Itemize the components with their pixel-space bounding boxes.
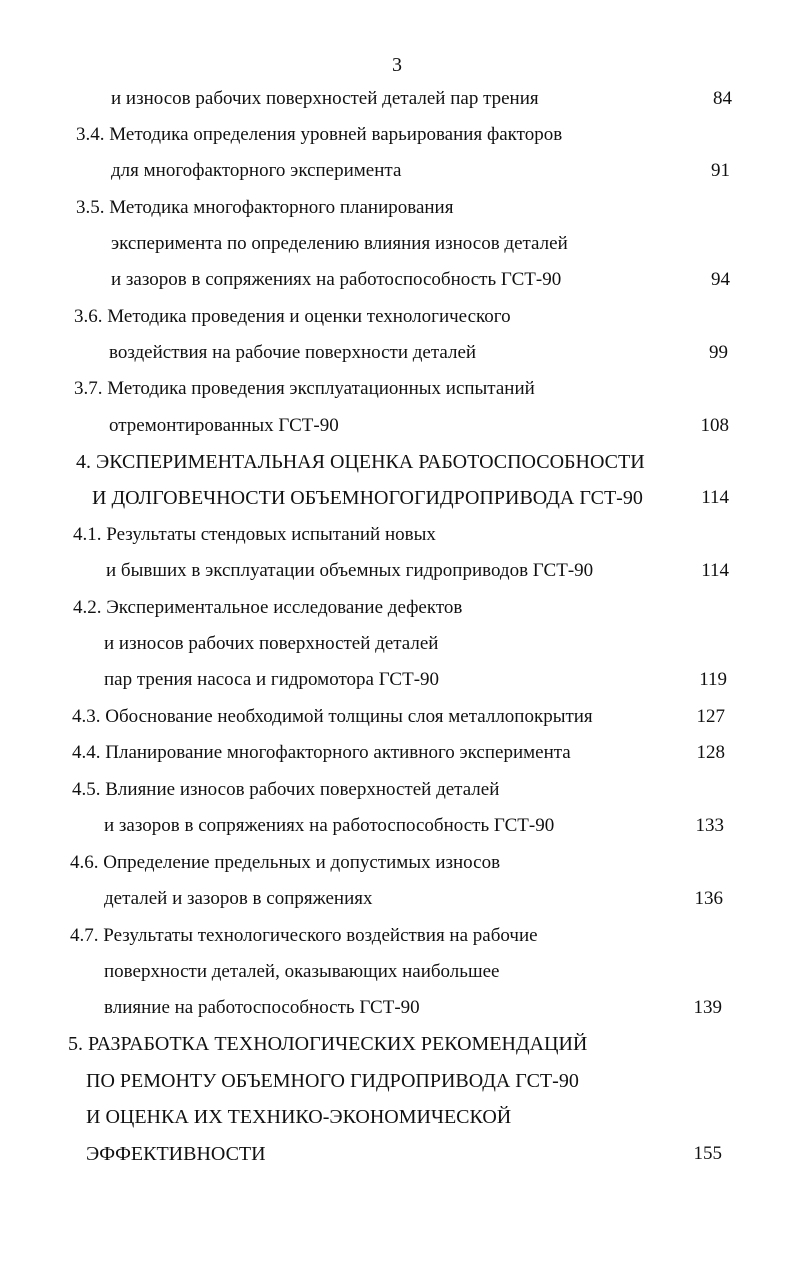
toc-page-number: 139 xyxy=(693,997,722,1018)
toc-line: 3.7. Методика проведения эксплуатационных испытаний xyxy=(74,378,535,399)
toc-line: 3.5. Методика многофакторного планирования xyxy=(76,197,454,218)
toc-line: и бывших в эксплуатации объемных гидроприводов ГСТ-90 xyxy=(106,560,594,581)
toc-line: и зазоров в сопряжениях на работоспособность ГСТ-90 xyxy=(111,269,562,290)
toc-page-number: 91 xyxy=(711,160,730,181)
toc-line: воздействия на рабочие поверхности деталей xyxy=(109,342,477,363)
toc-page-number: 127 xyxy=(696,706,725,727)
toc-line: поверхности деталей, оказывающих наибольшее xyxy=(104,961,500,982)
toc-page-number: 128 xyxy=(696,742,725,763)
toc-line: 4.3. Обоснование необходимой толщины слоя металлопокрытия xyxy=(72,706,593,727)
toc-line: 5. РАЗРАБОТКА ТЕХНОЛОГИЧЕСКИХ РЕКОМЕНДАЦИЙ xyxy=(68,1033,588,1055)
toc-line: 4.7. Результаты технологического воздействия на рабочие xyxy=(70,925,538,946)
toc-line: 4.5. Влияние износов рабочих поверхностей деталей xyxy=(72,779,500,800)
toc-line: влияние на работоспособность ГСТ-90 xyxy=(104,997,420,1018)
toc-line: ПО РЕМОНТУ ОБЪЕМНОГО ГИДРОПРИВОДА ГСТ-90 xyxy=(86,1070,579,1092)
toc-page-number: 136 xyxy=(694,888,723,909)
toc-line: 4.4. Планирование многофакторного активного эксперимента xyxy=(72,742,571,763)
toc-page-number: 155 xyxy=(693,1143,722,1164)
toc-line: и зазоров в сопряжениях на работоспособность ГСТ-90 xyxy=(104,815,555,836)
toc-line: 4. ЭКСПЕРИМЕНТАЛЬНАЯ ОЦЕНКА РАБОТОСПОСОБНОСТИ xyxy=(76,451,645,473)
page-number: 3 xyxy=(392,54,402,76)
toc-line: деталей и зазоров в сопряжениях xyxy=(104,888,373,909)
toc-page-number: 94 xyxy=(711,269,730,290)
toc-line: отремонтированных ГСТ-90 xyxy=(109,415,339,436)
toc-page-number: 114 xyxy=(701,487,729,508)
toc-page-number: 119 xyxy=(699,669,727,690)
toc-line: 4.1. Результаты стендовых испытаний новых xyxy=(73,524,436,545)
toc-line: 4.6. Определение предельных и допустимых износов xyxy=(70,852,501,873)
toc-line: ЭФФЕКТИВНОСТИ xyxy=(86,1143,266,1165)
toc-line: и износов рабочих поверхностей деталей xyxy=(104,633,439,654)
toc-line: И ДОЛГОВЕЧНОСТИ ОБЪЕМНОГОГИДРОПРИВОДА ГСТ-90 xyxy=(92,487,643,509)
toc-line: 3.6. Методика проведения и оценки технологического xyxy=(74,306,511,327)
toc-line: эксперимента по определению влияния износов деталей xyxy=(111,233,568,254)
toc-line: 3.4. Методика определения уровней варьирования факторов xyxy=(76,124,563,145)
toc-page-number: 99 xyxy=(709,342,728,363)
toc-line: для многофакторного эксперимента xyxy=(111,160,402,181)
toc-line: 4.2. Экспериментальное исследование дефектов xyxy=(73,597,463,618)
toc-page-number: 133 xyxy=(695,815,724,836)
toc-line: И ОЦЕНКА ИХ ТЕХНИКО-ЭКОНОМИЧЕСКОЙ xyxy=(86,1106,512,1128)
toc-line: и износов рабочих поверхностей деталей пар трения xyxy=(111,88,539,109)
toc-page-number: 108 xyxy=(700,415,729,436)
toc-page-number: 114 xyxy=(701,560,729,581)
toc-page-number: 84 xyxy=(713,88,732,109)
toc-line: пар трения насоса и гидромотора ГСТ-90 xyxy=(104,669,440,690)
